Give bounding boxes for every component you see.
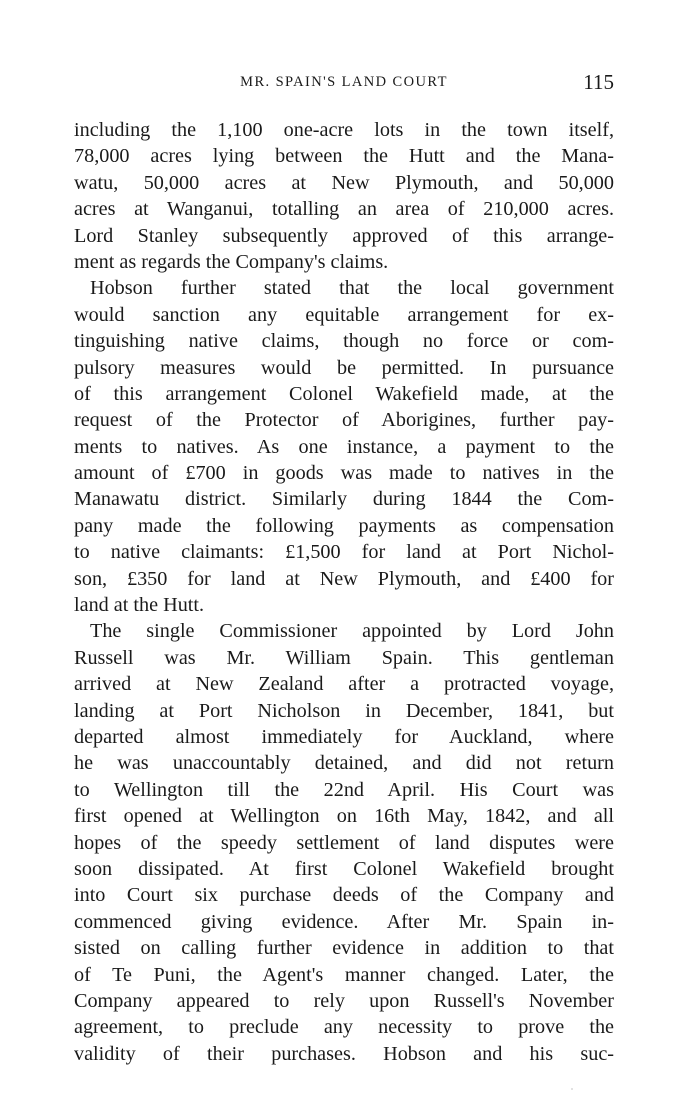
page-number: 115 — [583, 70, 614, 94]
text-line: would sanction any equitable arrangement for ex- — [74, 303, 614, 326]
text-line: into Court six purchase deeds of the Company and — [74, 884, 614, 907]
text-line: hopes of the speedy settlement of land disputes were — [74, 831, 614, 854]
text-line: commenced giving evidence. After Mr. Spain in- — [74, 910, 614, 933]
text-line: amount of £700 in goods was made to natives in the — [74, 462, 614, 485]
text-line: pulsory measures would be permitted. In pursuance — [74, 356, 614, 379]
text-line: land at the Hutt. — [74, 594, 205, 617]
text-line: including the 1,100 one-acre lots in the town itself, — [74, 119, 614, 141]
text-line: ment as regards the Company's claims. — [74, 250, 389, 273]
text-line: sisted on calling further evidence in addition to that — [74, 937, 614, 960]
text-line: acres at Wanganui, totalling an area of 210,000 acres. — [74, 198, 614, 221]
text-line: tinguishing native claims, though no force or com- — [74, 330, 614, 353]
text-line: Lord Stanley subsequently approved of this arrange- — [74, 224, 614, 247]
text-line: to Wellington till the 22nd April. His Court was — [74, 778, 614, 801]
text-line: departed almost immediately for Auckland, where — [74, 725, 614, 748]
text-line: arrived at New Zealand after a protracted voyage, — [74, 673, 614, 696]
text-line: to native claimants: £1,500 for land at Port Nichol- — [74, 541, 614, 564]
text-line: landing at Port Nicholson in December, 1841, but — [74, 699, 614, 722]
scan-speck — [571, 1088, 573, 1090]
text-line: agreement, to preclude any necessity to prove the — [74, 1016, 614, 1039]
body-text — [74, 117, 614, 1067]
running-head — [74, 70, 614, 100]
text-line: 78,000 acres lying between the Hutt and the Mana- — [74, 145, 614, 168]
text-line: Company appeared to rely upon Russell's November — [74, 989, 614, 1012]
text-line: Hobson further stated that the local government — [90, 277, 614, 300]
text-line: ments to natives. As one instance, a payment to the — [74, 435, 614, 458]
text-line: of Te Puni, the Agent's manner changed. Later, the — [74, 963, 614, 986]
text-line: of this arrangement Colonel Wakefield made, at the — [74, 382, 614, 405]
running-title: MR. SPAIN'S LAND COURT — [240, 74, 448, 90]
text-line: Manawatu district. Similarly during 1844 the Com- — [74, 488, 614, 511]
text-line: he was unaccountably detained, and did not return — [74, 752, 614, 775]
text-line: validity of their purchases. Hobson and his suc- — [74, 1042, 614, 1065]
text-line: watu, 50,000 acres at New Plymouth, and 50,000 — [74, 171, 614, 194]
text-line: son, £350 for land at New Plymouth, and £400 for — [74, 567, 614, 590]
text-line: first opened at Wellington on 16th May, 1842, and all — [74, 805, 614, 828]
text-line: request of the Protector of Aborigines, further pay- — [74, 409, 614, 432]
text-line: soon dissipated. At first Colonel Wakefield brought — [74, 857, 614, 880]
text-line: pany made the following payments as compensation — [74, 514, 614, 537]
text-line: Russell was Mr. William Spain. This gentleman — [74, 646, 614, 669]
text-line: The single Commissioner appointed by Lord John — [90, 620, 614, 643]
